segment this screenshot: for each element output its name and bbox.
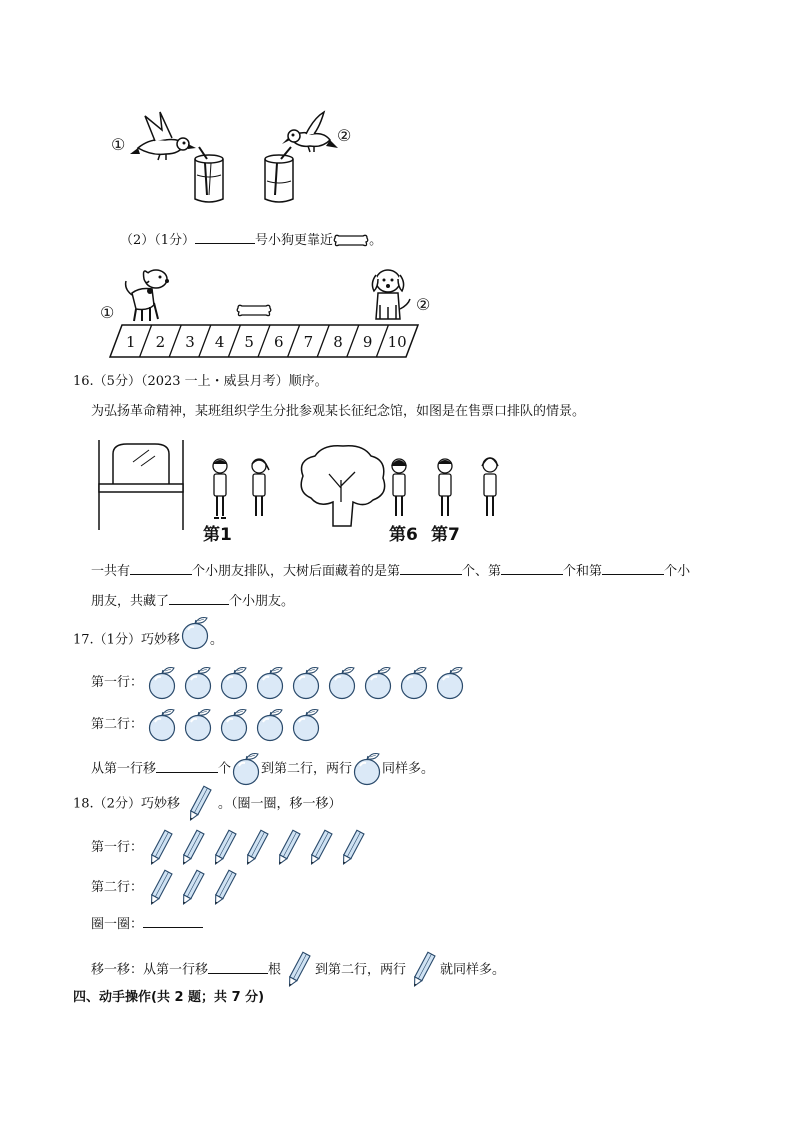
child-8-icon <box>477 456 503 520</box>
apple-icon <box>180 616 210 650</box>
q17-ans-a: 从第一行移 <box>91 761 157 777</box>
q17-row2 <box>91 708 327 742</box>
q17-ans-b: 个 <box>218 761 232 777</box>
q16-text-d: 个和第 <box>563 564 603 579</box>
bone-on-track-icon <box>236 303 272 319</box>
q18-move-d: 就同样多。 <box>440 962 506 978</box>
q16-text-c: 个、第 <box>462 564 502 579</box>
track-cell-number: 4 <box>214 333 225 351</box>
track-cell-number: 8 <box>333 333 343 351</box>
q17-header-b: 。 <box>209 632 223 648</box>
label-seventh: 第7 <box>431 525 460 545</box>
bird-2-icon <box>280 108 340 168</box>
q16-header: 16.（5分）（2023 一上・威县月考）顺序。 <box>73 374 328 389</box>
child-2-icon <box>247 458 271 520</box>
apple-icon <box>147 708 177 742</box>
q18-row1-pencils <box>147 828 371 868</box>
pencil-icon <box>186 784 212 824</box>
q17-row1-label: 第一行： <box>91 675 144 690</box>
q16-blank-hidden-3[interactable] <box>602 562 664 575</box>
q16-text-e: 个小 <box>664 564 691 579</box>
apple-icon <box>231 752 261 786</box>
apple-icon <box>219 708 249 742</box>
q17-answer-blank[interactable] <box>156 760 218 773</box>
q16-blank-hidden-1[interactable] <box>400 562 462 575</box>
q17-row2-apples <box>147 708 327 742</box>
q18-row2-label: 第二行： <box>91 880 144 895</box>
apple-icon <box>255 666 285 700</box>
pencil-icon <box>147 868 173 908</box>
q16-text-a: 一共有 <box>91 564 131 579</box>
track-cell-number: 6 <box>274 333 284 351</box>
q16-answer-line2 <box>91 592 294 610</box>
q15-part2-prefix: （2）（1分） <box>120 233 196 248</box>
q16-text-f: 朋友，共藏了 <box>91 594 170 609</box>
q18-header <box>73 784 341 824</box>
q17-row1-apples <box>147 666 471 700</box>
q17-ans-c: 到第二行，两行 <box>261 761 353 777</box>
q18-header-a: 18.（2分）巧妙移 <box>73 796 180 812</box>
q18-move <box>91 950 505 990</box>
q15-part2-end: 。 <box>369 233 383 248</box>
q18-row2-pencils <box>147 868 243 908</box>
bone-icon <box>333 233 369 249</box>
apple-icon <box>219 666 249 700</box>
apple-icon <box>255 708 285 742</box>
child-6-icon <box>387 458 411 520</box>
q18-move-c: 到第二行，两行 <box>315 962 407 978</box>
track-cell-number: 10 <box>387 333 407 351</box>
apple-icon <box>183 666 213 700</box>
q17-header-a: 17.（1分）巧妙移 <box>73 632 180 648</box>
q18-row1-label: 第一行： <box>91 840 144 855</box>
pencil-icon <box>211 868 237 908</box>
q18-move-a: 移一移：从第一行移 <box>91 962 209 978</box>
q16-answer-line1 <box>91 562 690 580</box>
dog-label-1: ① <box>100 303 115 322</box>
queue-figure <box>97 440 527 545</box>
q18-circle-blank[interactable] <box>143 915 203 928</box>
bird-1-icon <box>130 108 200 168</box>
q18-move-blank[interactable] <box>208 961 268 974</box>
q18-circle <box>91 915 203 933</box>
q18-header-b: 。（圈一圈，移一移） <box>217 796 342 812</box>
track-cell-number: 1 <box>126 333 136 351</box>
q16-blank-hidden-2[interactable] <box>501 562 563 575</box>
q17-answer <box>91 752 434 786</box>
q15-part2-answer-blank[interactable] <box>195 231 255 244</box>
pencil-icon <box>147 828 173 868</box>
q16-text-b: 个小朋友排队，大树后面藏着的是第 <box>192 564 401 579</box>
apple-icon <box>183 708 213 742</box>
apple-icon <box>291 708 321 742</box>
apple-icon <box>147 666 177 700</box>
number-track <box>110 323 420 359</box>
track-cell-number: 3 <box>185 333 195 351</box>
q18-row1 <box>91 828 371 868</box>
q17-header <box>73 630 223 650</box>
q15-part2-suffix: 号小狗更靠近 <box>255 233 334 248</box>
dog-label-2: ② <box>416 295 431 314</box>
apple-icon <box>352 752 382 786</box>
pencil-icon <box>179 868 205 908</box>
q16-blank-total[interactable] <box>130 562 192 575</box>
q18-row2 <box>91 868 243 908</box>
jar-1-icon <box>193 153 225 205</box>
bird-label-2: ② <box>337 126 352 145</box>
q17-row2-label: 第二行： <box>91 717 144 732</box>
apple-icon <box>327 666 357 700</box>
track-cell-number: 5 <box>244 333 254 351</box>
dog-1-icon <box>118 265 170 323</box>
q15-part2-question <box>120 231 382 249</box>
q18-move-b: 根 <box>268 962 282 978</box>
pencil-icon <box>179 828 205 868</box>
pencil-icon <box>243 828 269 868</box>
pencil-icon <box>410 950 436 990</box>
apple-icon <box>435 666 465 700</box>
q18-circle-label: 圈一圈： <box>91 917 144 932</box>
track-cell-number: 7 <box>303 333 314 351</box>
dog-track-figure <box>100 265 430 360</box>
q15-part1-figure <box>105 108 365 208</box>
bird-label-1: ① <box>111 135 126 154</box>
child-1-icon <box>209 458 231 520</box>
track-cell-number: 9 <box>362 333 373 351</box>
apple-icon <box>399 666 429 700</box>
dog-2-icon <box>368 265 414 323</box>
pencil-icon <box>275 828 301 868</box>
section-4-title: 四、动手操作(共 2 题；共 7 分) <box>73 990 265 1005</box>
pencil-icon <box>307 828 333 868</box>
pencil-icon <box>339 828 365 868</box>
q17-ans-d: 同样多。 <box>382 761 435 777</box>
q17-row1 <box>91 666 471 700</box>
pencil-icon <box>211 828 237 868</box>
q16-blank-hidden-count[interactable] <box>169 592 229 605</box>
q16-text-g: 个小朋友。 <box>229 594 295 609</box>
q16-intro: 为弘扬革命精神，某班组织学生分批参观某长征纪念馆，如图是在售票口排队的情景。 <box>91 404 586 419</box>
label-first: 第1 <box>203 525 232 545</box>
label-sixth: 第6 <box>389 525 418 545</box>
ticket-booth-icon <box>97 440 189 530</box>
track-cell-number: 2 <box>155 333 166 351</box>
child-7-icon <box>433 458 457 520</box>
tree-icon <box>295 442 391 528</box>
apple-icon <box>291 666 321 700</box>
pencil-icon <box>285 950 311 990</box>
apple-icon <box>363 666 393 700</box>
